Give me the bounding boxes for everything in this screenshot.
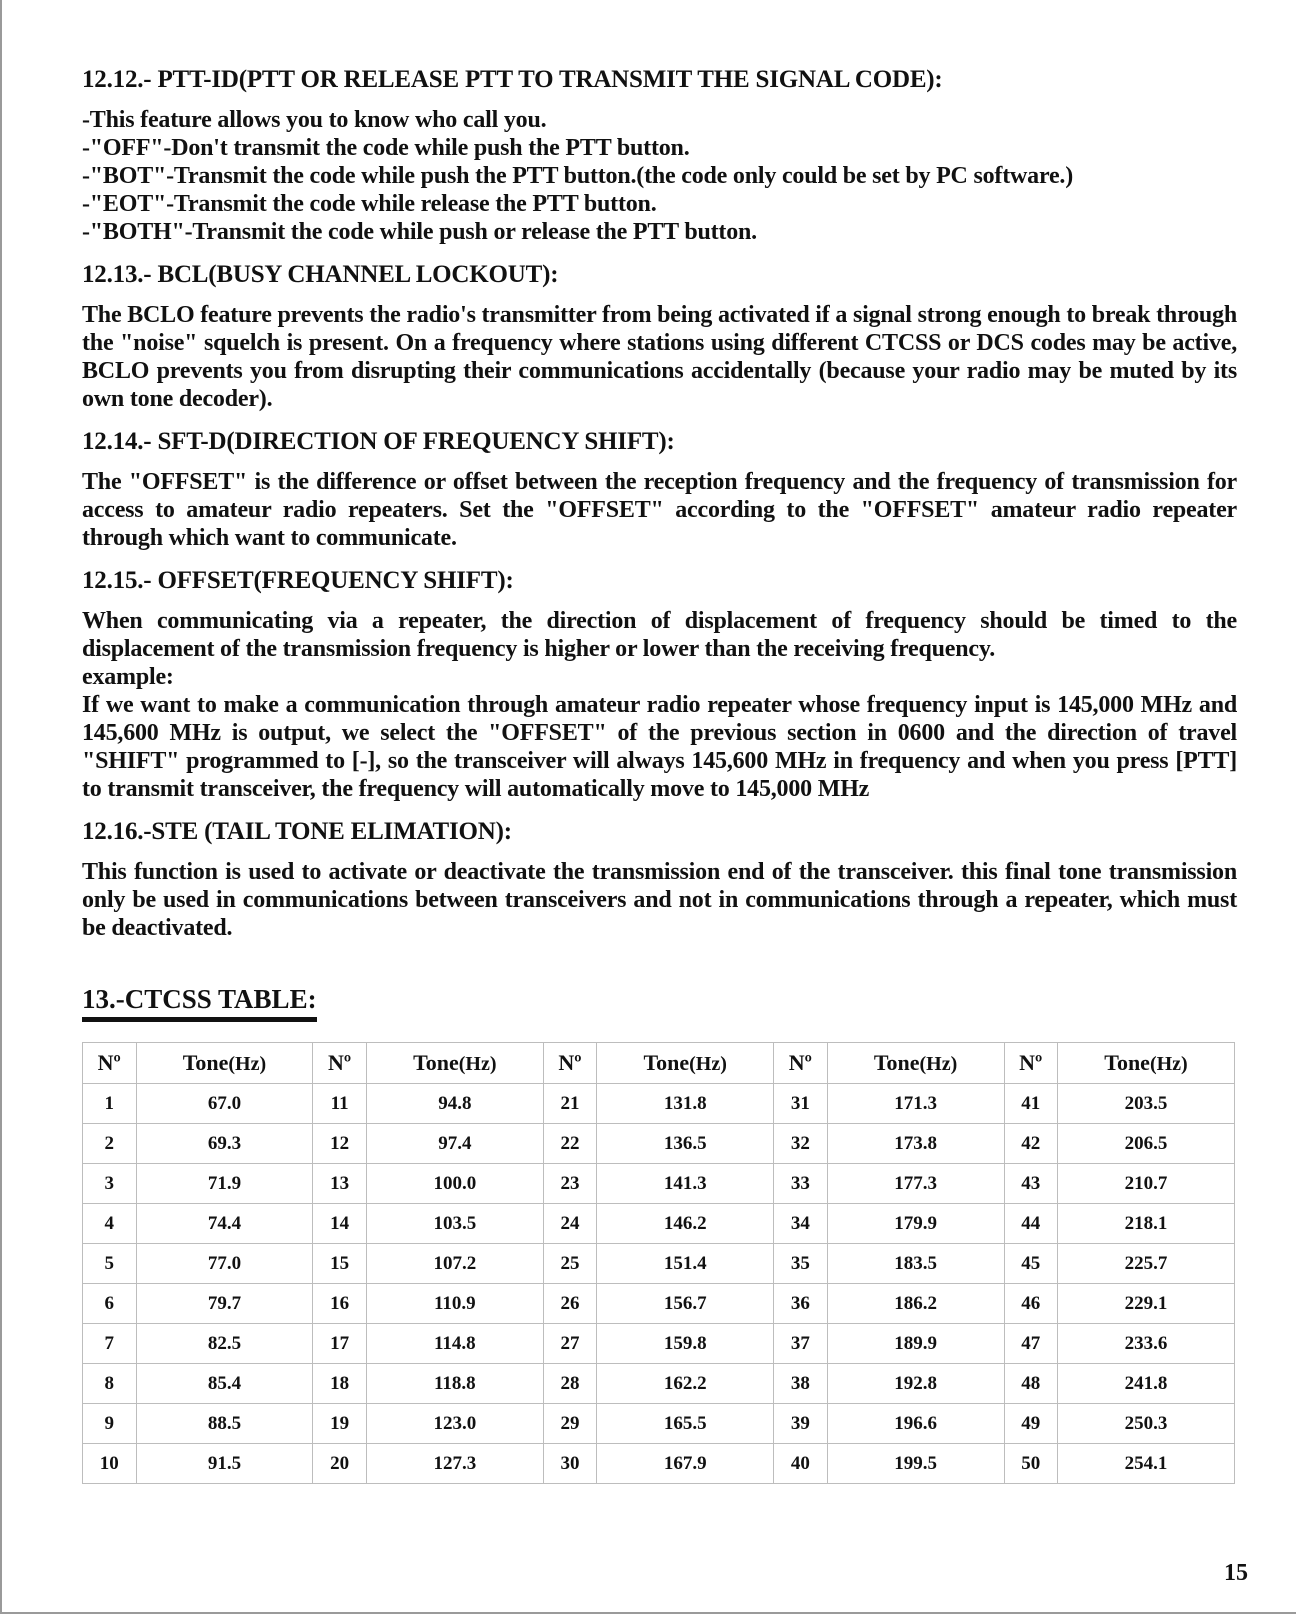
text-line: -This feature allows you to know who call you. — [82, 107, 547, 133]
text-line: -"EOT"-Transmit the code while release the PTT button. — [82, 191, 657, 217]
table-cell-tone: 203.5 — [1058, 1084, 1235, 1124]
col-header-tone — [366, 1043, 543, 1084]
table-cell-tone: 250.3 — [1058, 1404, 1235, 1444]
table-cell-number: 40 — [774, 1444, 828, 1484]
section-heading: 12.14.- SFT-D(DIRECTION OF FREQUENCY SHIFT): — [82, 428, 675, 455]
table-cell-tone: 110.9 — [366, 1284, 543, 1324]
table-cell-tone: 179.9 — [827, 1204, 1004, 1244]
table-cell-tone: 171.3 — [827, 1084, 1004, 1124]
table-cell-number: 43 — [1004, 1164, 1058, 1204]
tone-unit: (Hz) — [1149, 1053, 1188, 1075]
table-cell-number: 24 — [543, 1204, 597, 1244]
col-header-tone — [597, 1043, 774, 1084]
tone-unit: (Hz) — [919, 1053, 958, 1075]
table-cell-tone: 146.2 — [597, 1204, 774, 1244]
section-heading: 12.15.- OFFSET(FREQUENCY SHIFT): — [82, 567, 514, 594]
example-label: example: — [82, 664, 174, 690]
table-cell-tone: 173.8 — [827, 1124, 1004, 1164]
table-cell-tone: 156.7 — [597, 1284, 774, 1324]
section-paragraph: The "OFFSET" is the difference or offset between the reception frequency and the frequency of transmission for access to amateur radio repeaters. Set the "OFFSET" according to the "OFFSET" amateur radio repeater through which want to communicate. — [82, 469, 1237, 551]
section-paragraph: This function is used to activate or deactivate the transmission end of the transceiver. this final tone transmission only be used in communications between transceivers and not in communications through a repeater, which must be deactivated. — [82, 859, 1237, 941]
table-cell-number: 17 — [313, 1324, 367, 1364]
table-cell-tone: 131.8 — [597, 1084, 774, 1124]
table-cell-number: 22 — [543, 1124, 597, 1164]
table-cell-tone: 85.4 — [136, 1364, 313, 1404]
table-cell-number: 27 — [543, 1324, 597, 1364]
table-cell-number: 44 — [1004, 1204, 1058, 1244]
table-cell-tone: 123.0 — [366, 1404, 543, 1444]
table-cell-tone: 192.8 — [827, 1364, 1004, 1404]
table-cell-tone: 97.4 — [366, 1124, 543, 1164]
table-cell-number: 29 — [543, 1404, 597, 1444]
table-header-row — [83, 1043, 1235, 1084]
section-heading: 12.13.- BCL(BUSY CHANNEL LOCKOUT): — [82, 261, 559, 288]
table-cell-number: 7 — [83, 1324, 137, 1364]
table-cell-tone: 186.2 — [827, 1284, 1004, 1324]
table-cell-number: 33 — [774, 1164, 828, 1204]
table-cell-number: 4 — [83, 1204, 137, 1244]
tone-label: Tone — [643, 1050, 690, 1075]
table-cell-tone: 79.7 — [136, 1284, 313, 1324]
table-cell-tone: 77.0 — [136, 1244, 313, 1284]
table-cell-tone: 218.1 — [1058, 1204, 1235, 1244]
table-cell-tone: 118.8 — [366, 1364, 543, 1404]
section-bcl — [82, 261, 1237, 413]
table-row — [83, 1364, 1235, 1404]
table-cell-tone: 136.5 — [597, 1124, 774, 1164]
table-cell-tone: 69.3 — [136, 1124, 313, 1164]
table-cell-number: 23 — [543, 1164, 597, 1204]
table-row — [83, 1124, 1235, 1164]
tone-label: Tone — [873, 1050, 920, 1075]
table-cell-tone: 206.5 — [1058, 1124, 1235, 1164]
table-cell-number: 8 — [83, 1364, 137, 1404]
table-cell-tone: 177.3 — [827, 1164, 1004, 1204]
tone-label: Tone — [413, 1050, 459, 1075]
table-cell-number: 47 — [1004, 1324, 1058, 1364]
page-content — [82, 66, 1237, 1484]
table-cell-tone: 199.5 — [827, 1444, 1004, 1484]
table-cell-number: 28 — [543, 1364, 597, 1404]
table-row — [83, 1324, 1235, 1364]
page-number: 15 — [1224, 1560, 1248, 1586]
table-cell-number: 46 — [1004, 1284, 1058, 1324]
table-cell-number: 32 — [774, 1124, 828, 1164]
table-cell-number: 41 — [1004, 1084, 1058, 1124]
table-cell-tone: 103.5 — [366, 1204, 543, 1244]
table-cell-tone: 67.0 — [136, 1084, 313, 1124]
table-cell-number: 1 — [83, 1084, 137, 1124]
table-cell-tone: 229.1 — [1058, 1284, 1235, 1324]
section-sft-d — [82, 428, 1237, 552]
table-cell-number: 9 — [83, 1404, 137, 1444]
table-cell-tone: 233.6 — [1058, 1324, 1235, 1364]
table-cell-number: 2 — [83, 1124, 137, 1164]
table-cell-tone: 82.5 — [136, 1324, 313, 1364]
col-header-no: Nº — [774, 1043, 828, 1084]
tone-label: Tone — [182, 1050, 229, 1075]
table-cell-tone: 91.5 — [136, 1444, 313, 1484]
table-cell-number: 26 — [543, 1284, 597, 1324]
table-cell-number: 10 — [83, 1444, 137, 1484]
table-cell-number: 13 — [313, 1164, 367, 1204]
table-cell-tone: 159.8 — [597, 1324, 774, 1364]
table-cell-number: 49 — [1004, 1404, 1058, 1444]
table-cell-number: 6 — [83, 1284, 137, 1324]
table-row — [83, 1444, 1235, 1484]
table-cell-number: 31 — [774, 1084, 828, 1124]
table-cell-number: 15 — [313, 1244, 367, 1284]
table-cell-number: 45 — [1004, 1244, 1058, 1284]
table-cell-number: 30 — [543, 1444, 597, 1484]
text-line: -"OFF"-Don't transmit the code while push the PTT button. — [82, 135, 690, 161]
table-cell-number: 19 — [313, 1404, 367, 1444]
table-cell-number: 21 — [543, 1084, 597, 1124]
table-cell-number: 12 — [313, 1124, 367, 1164]
section-offset — [82, 567, 1237, 803]
table-row — [83, 1204, 1235, 1244]
table-cell-tone: 196.6 — [827, 1404, 1004, 1444]
table-cell-tone: 210.7 — [1058, 1164, 1235, 1204]
ctcss-table-title: 13.-CTCSS TABLE: — [82, 982, 317, 1022]
table-cell-number: 25 — [543, 1244, 597, 1284]
section-heading: 12.16.-STE (TAIL TONE ELIMATION): — [82, 818, 512, 845]
table-cell-tone: 107.2 — [366, 1244, 543, 1284]
tone-unit: (Hz) — [458, 1053, 497, 1075]
table-cell-tone: 74.4 — [136, 1204, 313, 1244]
table-cell-tone: 127.3 — [366, 1444, 543, 1484]
section-heading: 12.12.- PTT-ID(PTT OR RELEASE PTT TO TRANSMIT THE SIGNAL CODE): — [82, 66, 943, 93]
table-cell-tone: 225.7 — [1058, 1244, 1235, 1284]
section-ste — [82, 818, 1237, 942]
section-paragraph: If we want to make a communication through amateur radio repeater whose frequency input is 145,000 MHz and 145,600 MHz is output, we select the "OFFSET" of the previous section in 0600 and the direction of travel "SHIFT" programmed to [-], so the transceiver will always 145,600 MHz in frequency and when you press [PTT] to transmit transceiver, the frequency will automatically move to 145,000 MHz — [82, 692, 1237, 802]
table-cell-tone: 88.5 — [136, 1404, 313, 1444]
col-header-no: Nº — [83, 1043, 137, 1084]
col-header-tone — [136, 1043, 313, 1084]
table-cell-number: 37 — [774, 1324, 828, 1364]
col-header-no: Nº — [1004, 1043, 1058, 1084]
table-cell-tone: 167.9 — [597, 1444, 774, 1484]
table-cell-tone: 241.8 — [1058, 1364, 1235, 1404]
table-cell-number: 14 — [313, 1204, 367, 1244]
table-cell-tone: 94.8 — [366, 1084, 543, 1124]
table-cell-tone: 183.5 — [827, 1244, 1004, 1284]
table-cell-tone: 189.9 — [827, 1324, 1004, 1364]
text-line: -"BOT"-Transmit the code while push the PTT button.(the code only could be set by PC software.) — [82, 163, 1074, 189]
table-cell-tone: 254.1 — [1058, 1444, 1235, 1484]
col-header-tone — [827, 1043, 1004, 1084]
table-cell-tone: 71.9 — [136, 1164, 313, 1204]
section-ptt-id — [82, 66, 1237, 246]
table-cell-number: 36 — [774, 1284, 828, 1324]
table-cell-tone: 162.2 — [597, 1364, 774, 1404]
table-cell-number: 3 — [83, 1164, 137, 1204]
table-cell-tone: 100.0 — [366, 1164, 543, 1204]
table-cell-tone: 114.8 — [366, 1324, 543, 1364]
text-line: -"BOTH"-Transmit the code while push or release the PTT button. — [82, 219, 757, 245]
table-cell-number: 34 — [774, 1204, 828, 1244]
table-row — [83, 1084, 1235, 1124]
table-cell-number: 18 — [313, 1364, 367, 1404]
table-cell-tone: 165.5 — [597, 1404, 774, 1444]
table-cell-tone: 141.3 — [597, 1164, 774, 1204]
section-paragraph: The BCLO feature prevents the radio's transmitter from being activated if a signal strong enough to break through the "noise" squelch is present. On a frequency where stations using different CTCSS or DCS codes may be active, BCLO prevents you from disrupting their communications accidentally (because your radio may be muted by its own tone decoder). — [82, 302, 1237, 412]
table-cell-number: 16 — [313, 1284, 367, 1324]
table-cell-number: 50 — [1004, 1444, 1058, 1484]
table-cell-number: 38 — [774, 1364, 828, 1404]
col-header-no: Nº — [313, 1043, 367, 1084]
table-cell-number: 35 — [774, 1244, 828, 1284]
table-cell-number: 39 — [774, 1404, 828, 1444]
table-cell-number: 20 — [313, 1444, 367, 1484]
table-row — [83, 1404, 1235, 1444]
tone-label: Tone — [1104, 1050, 1150, 1075]
ctcss-table — [82, 1042, 1235, 1484]
table-cell-number: 42 — [1004, 1124, 1058, 1164]
tone-unit: (Hz) — [228, 1053, 267, 1075]
table-cell-number: 5 — [83, 1244, 137, 1284]
table-row — [83, 1244, 1235, 1284]
tone-unit: (Hz) — [689, 1053, 727, 1075]
table-cell-number: 48 — [1004, 1364, 1058, 1404]
table-cell-tone: 151.4 — [597, 1244, 774, 1284]
ctcss-table-body — [83, 1084, 1235, 1484]
col-header-tone — [1058, 1043, 1235, 1084]
section-paragraph: When communicating via a repeater, the direction of displacement of frequency should be timed to the displacement of the transmission frequency is higher or lower than the receiving frequency. — [82, 608, 1237, 662]
table-row — [83, 1284, 1235, 1324]
table-row — [83, 1164, 1235, 1204]
table-cell-number: 11 — [313, 1084, 367, 1124]
col-header-no: Nº — [543, 1043, 597, 1084]
